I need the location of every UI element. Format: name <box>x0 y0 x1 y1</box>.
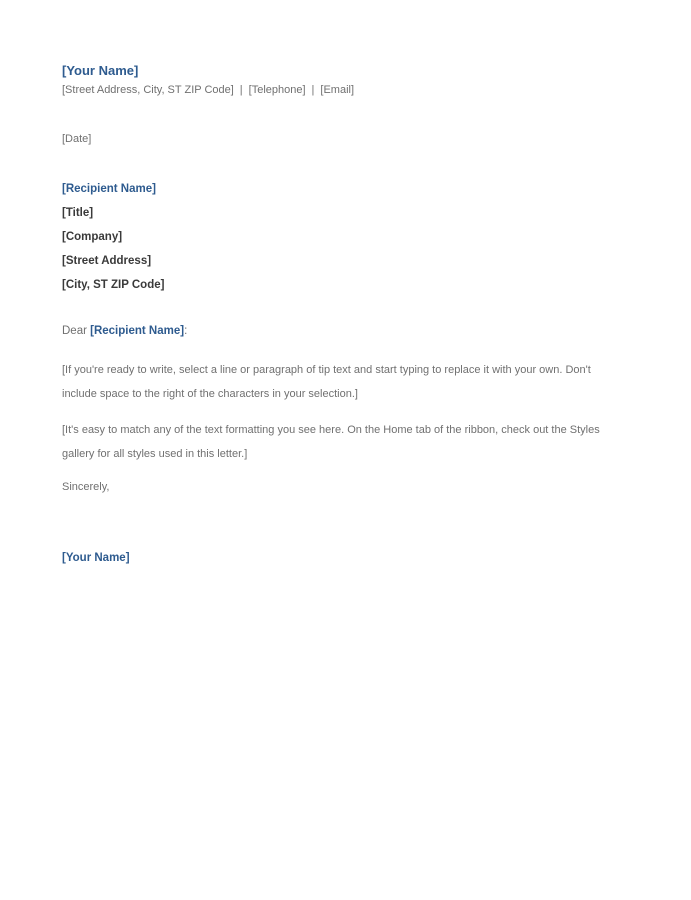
body-paragraph-1[interactable]: [If you're ready to write, select a line or paragraph of tip text and start typing to replace it with your own. Don't include space to the right of the characters in your selection.] <box>62 364 591 400</box>
recipient-block <box>62 177 622 297</box>
sender-contact-line <box>62 82 622 98</box>
contact-separator: | <box>239 84 243 96</box>
body-paragraph-2[interactable]: [It's easy to match any of the text formatting you see here. On the Home tab of the ribbon, check out the Styles gallery for all styles used in this letter.] <box>62 424 600 460</box>
sender-telephone[interactable]: [Telephone] <box>248 84 306 96</box>
recipient-name[interactable]: [Recipient Name] <box>62 183 156 195</box>
signature-name[interactable]: [Your Name] <box>62 552 130 564</box>
salutation-recipient-name[interactable]: [Recipient Name] <box>90 325 185 337</box>
salutation-prefix: Dear <box>62 325 91 337</box>
salutation-suffix: : <box>184 325 188 337</box>
recipient-company[interactable]: [Company] <box>62 231 123 243</box>
recipient-city-state-zip[interactable]: [City, ST ZIP Code] <box>62 279 165 291</box>
contact-separator: | <box>311 84 315 96</box>
closing[interactable]: Sincerely, <box>62 481 110 493</box>
sender-name[interactable]: [Your Name] <box>62 63 139 78</box>
salutation <box>62 323 622 339</box>
recipient-street-address[interactable]: [Street Address] <box>62 255 152 267</box>
sender-address[interactable]: [Street Address, City, ST ZIP Code] <box>62 84 234 96</box>
recipient-title[interactable]: [Title] <box>62 207 94 219</box>
letter-date[interactable]: [Date] <box>62 133 92 145</box>
sender-email[interactable]: [Email] <box>320 84 355 96</box>
letter-content <box>62 62 622 566</box>
